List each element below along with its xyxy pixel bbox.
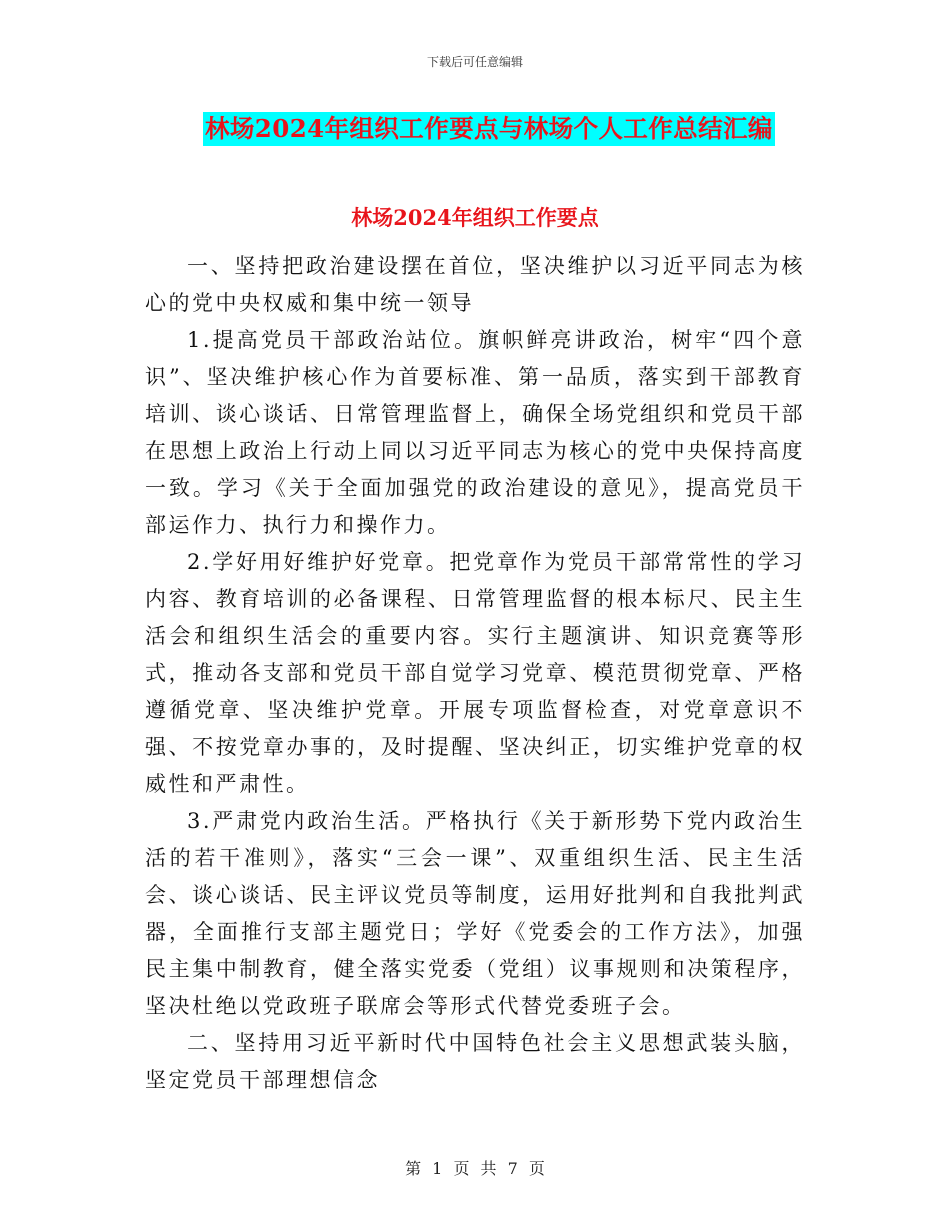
document-body: [145, 248, 805, 1099]
paragraph-heading-2: 二、坚持用习近平新时代中国特色社会主义思想武装头脑，坚定党员干部理想信念: [145, 1031, 805, 1092]
paragraph-item-3: 3.严肃党内政治生活。严格执行《关于新形势下党内政治生活的若干准则》，落实“三会一课”、双重组织生活、民主生活会、谈心谈话、民主评议党员等制度，运用好批判和自我批判武器，全面推行支部主题党日；学好《党委会的工作方法》，加强民主集中制教育，健全落实党委（党组）议事规则和决策程序，坚决杜绝以党政班子联席会等形式代替党委班子会。: [145, 809, 805, 1018]
page-header-note: 下载后可任意编辑: [426, 55, 523, 69]
paragraph-item-1: 1.提高党员干部政治站位。旗帜鲜亮讲政治，树牢“四个意识”、坚决维护核心作为首要标准、第一品质，落实到干部教育培训、谈心谈话、日常管理监督上，确保全场党组织和党员干部在思想上政治上行动上同以习近平同志为核心的党中央保持高度一致。学习《关于全面加强党的政治建设的意见》，提高党员干部运作力、执行力和操作力。: [145, 328, 805, 537]
document-title: 林场2024年组织工作要点与林场个人工作总结汇编: [203, 112, 775, 146]
paragraph-heading-1: 一、坚持把政治建设摆在首位，坚决维护以习近平同志为核心的党中央权威和集中统一领导: [145, 254, 805, 315]
page-footer: 第 1 页 共 7 页: [405, 1159, 545, 1178]
paragraph-item-2: 2.学好用好维护好党章。把党章作为党员干部常常性的学习内容、教育培训的必备课程、日常管理监督的根本标尺、民主生活会和组织生活会的重要内容。实行主题演讲、知识竞赛等形式，推动各支部和党员干部自觉学习党章、模范贯彻党章、严格遵循党章、坚决维护党章。开展专项监督检查，对党章意识不强、不按党章办事的，及时提醒、坚决纠正，切实维护党章的权威性和严肃性。: [145, 550, 805, 796]
section-title: 林场2024年组织工作要点: [351, 205, 599, 230]
